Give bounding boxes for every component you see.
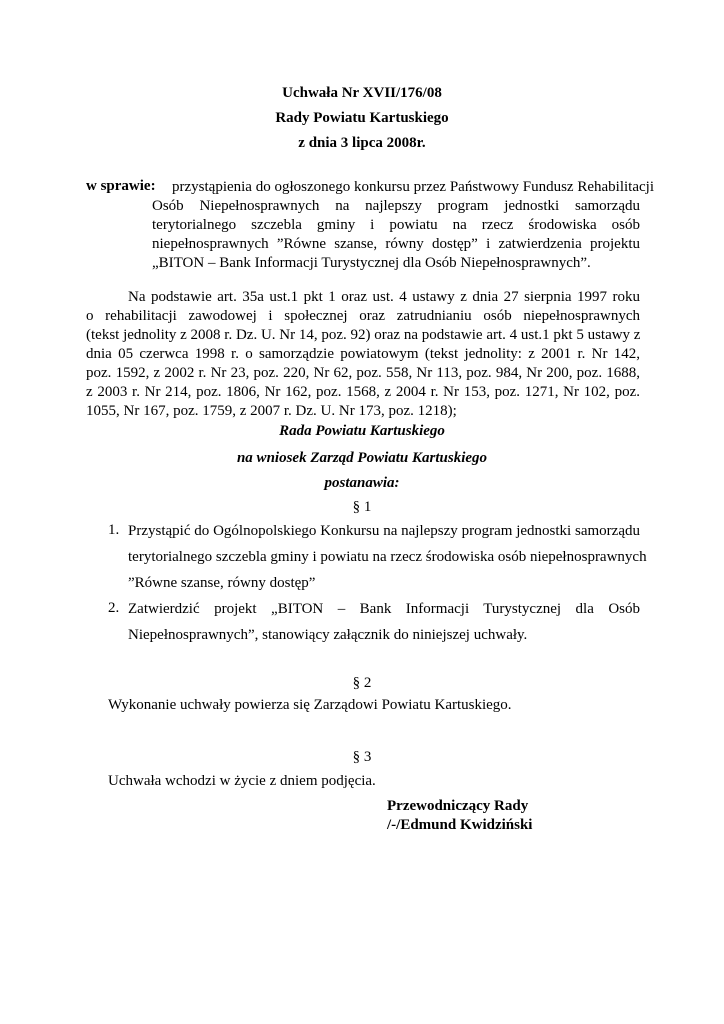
subject-line: Osób Niepełnosprawnych na najlepszy program jednostki samorządu [152, 198, 640, 214]
list-item-number: 1. [108, 522, 120, 538]
legal-basis-line: poz. 1592, z 2002 r. Nr 23, poz. 220, Nr 62, poz. 558, Nr 113, poz. 984, Nr 200, poz. 1688, [86, 365, 640, 381]
signature-role: Przewodniczący Rady [387, 798, 529, 814]
list-item-line: Zatwierdzić projekt „BITON – Bank Informacji Turystycznej dla Osób [128, 601, 640, 617]
section-1-sign: § 1 [352, 499, 372, 515]
legal-basis-line: Na podstawie art. 35a ust.1 pkt 1 oraz ust. 4 ustawy z dnia 27 sierpnia 1997 roku [128, 289, 640, 305]
subject-line: przystąpienia do ogłoszonego konkursu przez Państwowy Fundusz Rehabilitacji [172, 179, 654, 195]
legal-basis-line: (tekst jednolity z 2008 r. Dz. U. Nr 14, poz. 92) oraz na podstawie art. 4 ust.1 pkt 5 ustawy z [86, 327, 641, 343]
signature-name: /-/Edmund Kwidziński [387, 817, 533, 833]
list-item-line: terytorialnego szczebla gminy i powiatu na rzecz środowiska osób niepełnosprawnych [128, 549, 647, 565]
legal-basis-line: z 2003 r. Nr 214, poz. 1806, Nr 162, poz. 1568, z 2004 r. Nr 153, poz. 1271, Nr 102, poz. [86, 384, 640, 400]
legal-basis-line: dnia 05 czerwca 1998 r. o samorządzie powiatowym (tekst jednolity: z 2001 r. Nr 142, [86, 346, 640, 362]
section-2-text: Wykonanie uchwały powierza się Zarządowi Powiatu Kartuskiego. [108, 697, 512, 713]
legal-basis-line: o rehabilitacji zawodowej i społecznej oraz zatrudnianiu osób niepełnosprawnych [86, 308, 640, 324]
list-item-line: ”Równe szanse, równy dostęp” [128, 575, 316, 591]
subject-label: w sprawie: [86, 178, 156, 194]
subject-line: niepełnosprawnych ”Równe szanse, równy dostęp” i zatwierdzenia projektu [152, 236, 640, 252]
council-name: Rady Powiatu Kartuskiego [275, 110, 449, 126]
subject-line: terytorialnego szczebla gminy i powiatu na rzecz środowiska osób [152, 217, 640, 233]
section-3-text: Uchwała wchodzi w życie z dniem podjęcia. [108, 773, 376, 789]
subject-line: „BITON – Bank Informacji Turystycznej dla Osób Niepełnosprawnych”. [152, 255, 591, 271]
legal-basis-line: 1055, Nr 167, poz. 1759, z 2007 r. Dz. U. Nr 173, poz. 1218); [86, 403, 457, 419]
list-item-line: Przystąpić do Ogólnopolskiego Konkursu na najlepszy program jednostki samorządu [128, 523, 640, 539]
resolution-date: z dnia 3 lipca 2008r. [298, 135, 426, 151]
section-3-sign: § 3 [352, 749, 372, 765]
resolves-heading: postanawia: [324, 475, 400, 491]
section-2-sign: § 2 [352, 675, 372, 691]
motion-heading: na wniosek Zarząd Powiatu Kartuskiego [236, 450, 488, 466]
resolution-title: Uchwała Nr XVII/176/08 [282, 85, 442, 101]
list-item-line: Niepełnosprawnych”, stanowiący załącznik do niniejszej uchwały. [128, 627, 528, 643]
list-item-number: 2. [108, 600, 120, 616]
council-heading: Rada Powiatu Kartuskiego [279, 423, 445, 439]
